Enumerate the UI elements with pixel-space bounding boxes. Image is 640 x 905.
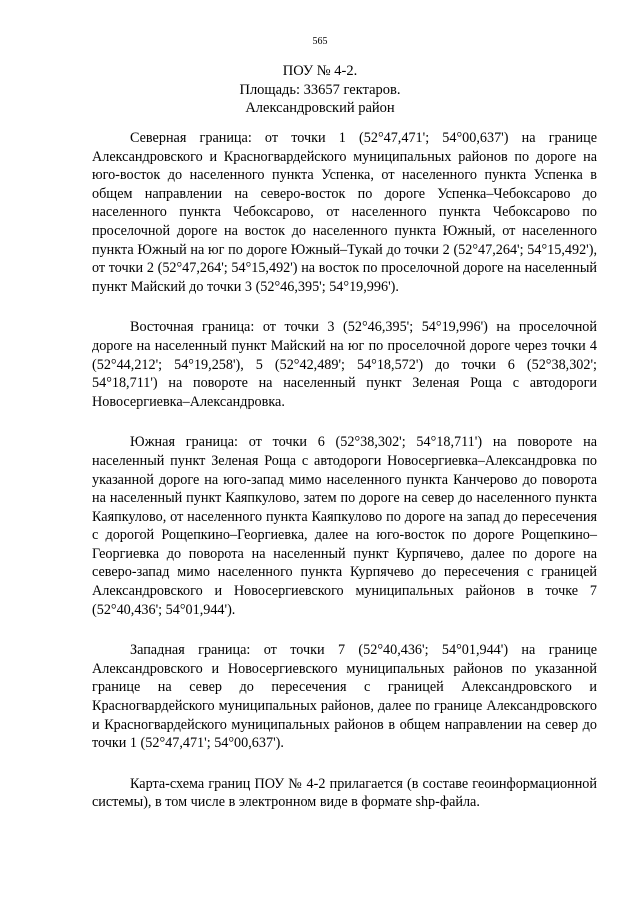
eastern-boundary-paragraph: Восточная граница: от точки 3 (52°46,395'; 54°19,996') на проселочной дороге на населенный пункт Майский на юг по проселочной дороге через точки 4 (52°44,212'; 54°19,258'), 5 (52°42,489'; 54°18,572') до точки 6 (52°38,302'; 54°18,711') на повороте на населенный пункт Зеленая Роща с автодороги Новосергиевка–Александровка. [92,319,597,410]
map-scheme-paragraph: Карта-схема границ ПОУ № 4-2 прилагается (в составе геоинформационной системы), в том числе в электронном виде в формате shp-файла. [92,775,597,811]
area-line: Площадь: 33657 гектаров. [239,81,401,98]
southern-boundary-paragraph: Южная граница: от точки 6 (52°38,302'; 54°18,711') на повороте на населенный пункт Зеленая Роща с автодороги Новосергиевка–Александровка по указанной дороге на юго-запад мимо населенного пункта Канчерово до поворота на населенный пункт Каяпкулово, затем по дороге на север до населенного пункта Каяпкулово, от населенного пункта Каяпкулово по дороге на запад до пересечения с дорогой Рощепкино–Георгиевка, далее на юго-восток по дороге Рощепкино–Георгиевка до поворота на населенный пункт Курпячево, далее по дороге на северо-запад мимо населенного пункта Курпячево до пересечения с границей Александровского и Новосергиевского муниципальных районов в точке 7 (52°40,436'; 54°01,944'). [92,434,597,618]
page-number: 565 [312,36,328,47]
western-boundary-paragraph: Западная граница: от точки 7 (52°40,436'; 54°01,944') на границе Александровского и Новосергиевского муниципальных районов по указанной границе на север до пересечения с границей Александровского и Красногвардейского муниципальных районов, далее по границе Александровского и Красногвардейского муниципальных районов в общем направлении на север до точки 1 (52°47,471'; 54°00,637'). [92,642,597,752]
district-line: Александровский район [245,100,395,116]
document-title: ПОУ № 4-2. [282,63,358,79]
northern-boundary-paragraph: Северная граница: от точки 1 (52°47,471'; 54°00,637') на границе Александровского и Красногвардейского муниципальных районов по дороге на юго-восток до населенного пункта Успенка, от населенного пункта Успенка в общем направлении на северо-восток по дороге Успенка–Чебоксарово до населенного пункта Чебоксарово, от населенного пункта Чебоксарово по проселочной дороге на восток до населенного пункта Южный, от населенного пункта Южный на юг по дороге Южный–Тукай до точки 2 (52°47,264'; 54°15,492'), от точки 2 (52°47,264'; 54°15,492') на восток по проселочной дороге на населенный пункт Майский до точки 3 (52°46,395'; 54°19,996'). [92,130,597,295]
document-body [92,129,597,834]
document-header [0,62,640,118]
